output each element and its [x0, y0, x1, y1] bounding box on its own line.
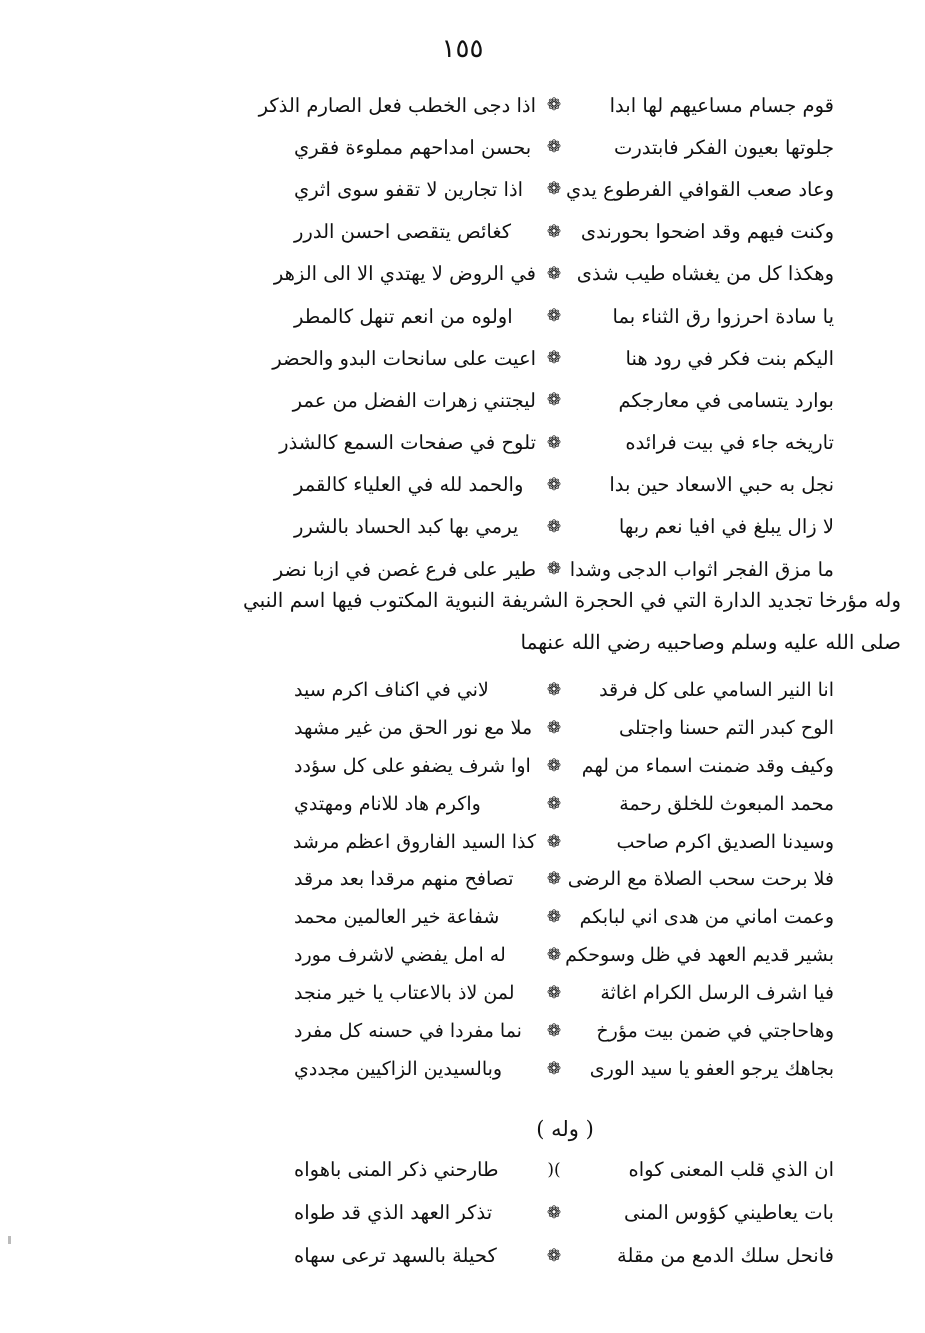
verse: [294, 1191, 834, 1234]
verse-separator: ❁: [546, 137, 562, 158]
verse-second-hemistich: طارحني ذكر المنى باهواه: [294, 1158, 499, 1181]
verse-separator: ❁: [546, 1020, 562, 1041]
verse-separator: ❁: [546, 559, 562, 580]
verse: [273, 253, 834, 295]
verse-first-hemistich: محمد المبعوث للخلق رحمة: [619, 792, 834, 815]
verse-separator: ❁: [546, 474, 562, 495]
verse-separator: ❁: [546, 907, 562, 928]
verse-first-hemistich: اليكم بنت فكر في رود هنا: [625, 346, 834, 370]
verse-first-hemistich: ان الذي قلب المعنى كواه: [628, 1158, 834, 1181]
verse-second-hemistich: واكرم هاد للانام ومهتدي: [294, 792, 481, 815]
verse-first-hemistich: وعمت اماني من هدى اني لبابكم: [579, 906, 834, 929]
verse-second-hemistich: يرمي بها كبد الحساد بالشرر: [294, 515, 519, 539]
verse-separator: ❁: [546, 348, 562, 369]
verse-second-hemistich: بحسن امداحهم مملوءة فقري: [294, 135, 532, 159]
verse-second-hemistich: نما مفردا في حسنه كل مفرد: [294, 1019, 522, 1042]
verse-second-hemistich: طير على فرع غصن في ازبا نضر: [273, 557, 536, 581]
margin-mark: [8, 1236, 11, 1244]
verse: [294, 785, 834, 823]
verse-separator: ❁: [546, 306, 562, 327]
verse-second-hemistich: وبالسيدين الزاكيين مجددي: [294, 1057, 503, 1080]
verse-second-hemistich: كغائص يتقصى احسن الدرر: [294, 220, 512, 244]
verse-second-hemistich: لاني في اكناف اكرم سيد: [294, 678, 489, 701]
verse-separator: ❁: [546, 179, 562, 200]
verse-separator: ❁: [546, 1058, 562, 1079]
verse: [294, 506, 834, 548]
verse: [294, 747, 834, 785]
poem-3: [294, 1148, 834, 1277]
verse-second-hemistich: تذكر العهد الذي قد طواه: [294, 1201, 493, 1224]
verse-first-hemistich: وهاحاجتي في ضمن بيت مؤرخ: [596, 1019, 834, 1042]
verse-first-hemistich: فلا برحت سحب الصلاة مع الرضى: [567, 868, 834, 891]
verse: [294, 464, 834, 506]
section-heading-continuation: صلى الله عليه وسلم وصاحبيه رضي الله عنهما: [520, 630, 901, 654]
verse: [294, 974, 834, 1012]
verse-first-hemistich: انا النير السامي على كل فرقد: [599, 678, 834, 701]
verse-first-hemistich: بشير قديم العهد في ظل وسوحكم: [565, 944, 834, 967]
verse-separator: ❁: [546, 1245, 562, 1266]
verse: [294, 295, 834, 337]
verse-second-hemistich: له امل يفضي لاشرف مورد: [294, 944, 506, 967]
verse: [273, 548, 834, 590]
verse-second-hemistich: اوا شرف يضفو على كل سؤدد: [294, 754, 531, 777]
verse-separator: ❁: [546, 95, 562, 116]
verse-first-hemistich: بوارد يتسامى في معارجكم: [618, 388, 834, 412]
verse: [294, 671, 834, 709]
verse-separator: )(: [547, 1159, 561, 1180]
verse-separator: ❁: [546, 793, 562, 814]
verse-first-hemistich: قوم جسام مساعيهم لها ابدا: [609, 93, 834, 117]
verse-separator: ❁: [546, 755, 562, 776]
verse: [258, 84, 834, 126]
verse: [294, 379, 834, 421]
verse-separator: ❁: [546, 516, 562, 537]
verse-first-hemistich: ما مزق الفجر اثواب الدجى وشدا: [569, 557, 834, 581]
verse-first-hemistich: بات يعاطيني كؤوس المنى: [624, 1201, 834, 1224]
verse: [294, 1148, 834, 1191]
verse-first-hemistich: بجاهك يرجو العفو يا سيد الورى: [589, 1057, 834, 1080]
section-heading: وله مؤرخا تجديد الدارة التي في الحجرة الشريفة النبوية المكتوب فيها اسم النبي: [242, 588, 901, 612]
verse-second-hemistich: لمن لاذ بالاعتاب يا خير منجد: [294, 982, 515, 1005]
verse-second-hemistich: في الروض لا يهتدي الا الى الزهر: [273, 262, 536, 286]
verse: [294, 211, 834, 253]
verse-separator: ❁: [546, 679, 562, 700]
verse-separator: ❁: [546, 717, 562, 738]
poem-1: [258, 84, 834, 590]
verse-separator: ❁: [546, 945, 562, 966]
verse-second-hemistich: اعيت على سانحات البدو والحضر: [272, 346, 536, 370]
verse-separator: ❁: [546, 869, 562, 890]
verse-first-hemistich: وسيدنا الصديق اكرم صاحب: [616, 830, 834, 853]
verse-separator: ❁: [546, 221, 562, 242]
verse-second-hemistich: كحيلة بالسهد ترعى سهاه: [294, 1244, 497, 1267]
verse-first-hemistich: فانحل سلك الدمع من مقلة: [617, 1244, 834, 1267]
verse-second-hemistich: تلوح في صفحات السمع كالشذر: [279, 431, 536, 455]
verse-first-hemistich: لا زال يبلغ في افيا نعم ربها: [618, 515, 834, 539]
verse-first-hemistich: وعاد صعب القوافي الفرطوع يدي: [565, 177, 834, 201]
verse: [279, 422, 834, 464]
verse-second-hemistich: تصافح منهم مرقدا بعد مرقد: [294, 868, 514, 891]
verse-first-hemistich: الوح كبدر التم حسنا واجتلى: [619, 716, 834, 739]
verse-second-hemistich: كذا السيد الفاروق اعظم مرشد: [292, 830, 536, 853]
verse-first-hemistich: يا سادة احرزوا رق الثناء بما: [612, 304, 834, 328]
verse-first-hemistich: وكيف وقد ضمنت اسماء من لهم: [581, 754, 834, 777]
verse: [294, 898, 834, 936]
verse: [294, 936, 834, 974]
verse: [294, 126, 834, 168]
verse-separator: ❁: [546, 831, 562, 852]
verse-separator: ❁: [546, 432, 562, 453]
verse: [294, 1234, 834, 1277]
verse-second-hemistich: ملا مع نور الحق من غير مشهد: [294, 716, 533, 739]
section-heading: ( وله ): [536, 1117, 594, 1141]
page-number: ١٥٥: [441, 34, 484, 64]
verse-first-hemistich: نجل به حبي الاسعاد حين بدا: [609, 473, 834, 497]
verse-first-hemistich: فيا اشرف الرسل الكرام اغاثة: [600, 982, 834, 1005]
verse-first-hemistich: جلوتها بعيون الفكر فابتدرت: [614, 135, 834, 159]
verse-second-hemistich: اذا دجى الخطب فعل الصارم الذكر: [258, 93, 536, 117]
verse: [294, 1050, 834, 1088]
poem-2: [294, 671, 834, 1088]
verse: [294, 168, 834, 210]
verse-separator: ❁: [546, 263, 562, 284]
verse: [294, 1012, 834, 1050]
verse-second-hemistich: اذا تجارين لا تقفو سوى اثري: [294, 177, 524, 201]
verse-second-hemistich: شفاعة خير العالمين محمد: [294, 906, 500, 929]
verse: [294, 860, 834, 898]
verse-first-hemistich: تاريخه جاء في بيت فرائده: [625, 431, 834, 455]
verse: [294, 823, 834, 861]
verse: [294, 709, 834, 747]
verse-separator: ❁: [546, 390, 562, 411]
verse-separator: ❁: [546, 1202, 562, 1223]
verse-second-hemistich: اولوه من انعم تنهل كالمطر: [294, 304, 513, 328]
verse-second-hemistich: والحمد لله في العلياء كالقمر: [294, 473, 524, 497]
verse-second-hemistich: ليجتني زهرات الفضل من عمر: [292, 388, 536, 412]
verse-first-hemistich: وكنت فيهم وقد اضحوا بحورندى: [580, 220, 834, 244]
verse-first-hemistich: وهكذا كل من يغشاه طيب شذى: [576, 262, 834, 286]
verse: [272, 337, 834, 379]
verse-separator: ❁: [546, 983, 562, 1004]
